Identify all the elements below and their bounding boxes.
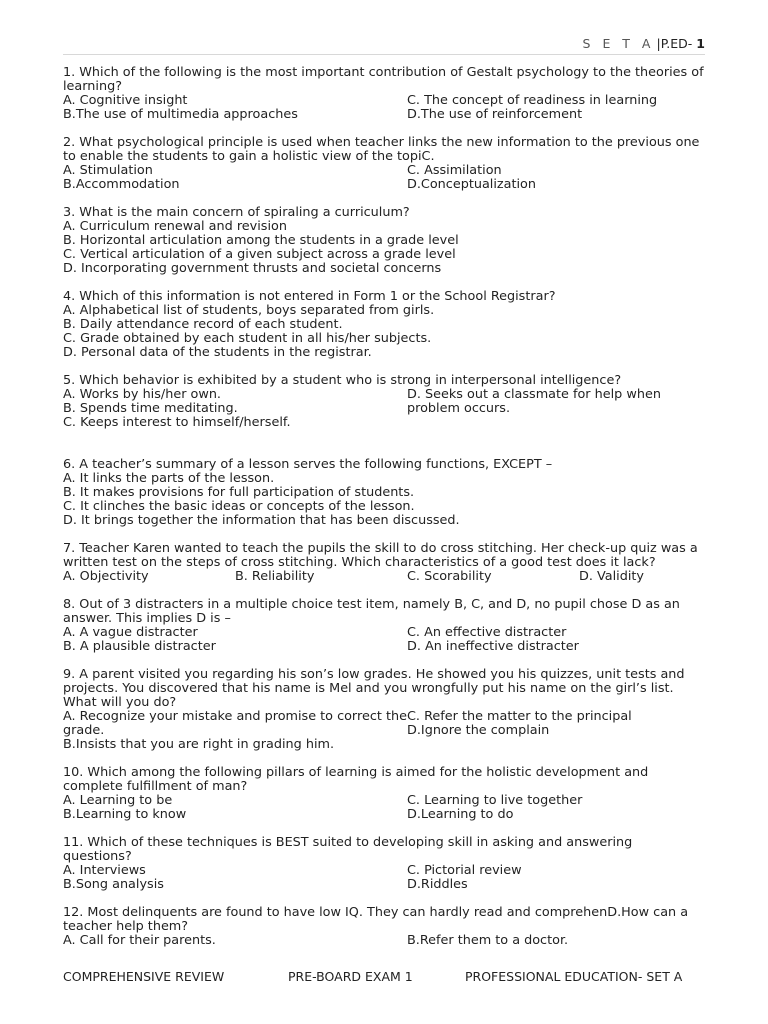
question-stem: 6. A teacher’s summary of a lesson serves the following functions, EXCEPT – bbox=[63, 457, 553, 472]
option-b: B.The use of multimedia approaches bbox=[63, 107, 298, 122]
question-stem: 12. Most delinquents are found to have low IQ. They can hardly read and comprehenD.How can a teacher help them? bbox=[63, 905, 689, 934]
option-d: D. It brings together the information that has been discussed. bbox=[63, 513, 460, 528]
option-b: B.Learning to know bbox=[63, 807, 187, 822]
question-9 bbox=[63, 668, 705, 752]
page-header bbox=[63, 36, 705, 55]
question-3 bbox=[63, 206, 705, 276]
question-10 bbox=[63, 766, 705, 822]
question-stem: 9. A parent visited you regarding his son’s low grades. He showed you his quizzes, unit tests and projects. You discovered that his name is Mel and you wrongfully put his name on the girl’s list. bbox=[63, 667, 685, 696]
option-b: B.Accommodation bbox=[63, 177, 180, 192]
question-prompt: What will you do? bbox=[63, 695, 177, 710]
footer-left: COMPREHENSIVE REVIEW bbox=[63, 969, 225, 984]
question-stem: 4. Which of this information is not entered in Form 1 or the School Registrar? bbox=[63, 289, 556, 304]
option-b: B. Horizontal articulation among the students in a grade level bbox=[63, 233, 459, 248]
question-stem: 7. Teacher Karen wanted to teach the pupils the skill to do cross stitching. Her check-up quiz was a written test on the steps of cross stitching. Which characteristics of a good test does it lack? bbox=[63, 541, 698, 570]
option-a: A. A vague distracter bbox=[63, 625, 198, 640]
option-d: D.Conceptualization bbox=[407, 177, 536, 192]
question-stem: 3. What is the main concern of spiraling a curriculum? bbox=[63, 205, 410, 220]
option-c: C. The concept of readiness in learning bbox=[407, 93, 658, 108]
option-c: C. It clinches the basic ideas or concepts of the lesson. bbox=[63, 499, 415, 514]
question-2 bbox=[63, 136, 705, 192]
question-stem: 11. Which of these techniques is BEST suited to developing skill in asking and answering questions? bbox=[63, 835, 633, 864]
option-d: D.The use of reinforcement bbox=[407, 107, 583, 122]
option-a: A. Cognitive insight bbox=[63, 93, 188, 108]
option-b: B.Song analysis bbox=[63, 877, 164, 892]
option-c: C. Grade obtained by each student in all his/her subjects. bbox=[63, 331, 432, 346]
option-b: B.Refer them to a doctor. bbox=[407, 933, 569, 948]
option-c: C. Keeps interest to himself/herself. bbox=[63, 415, 291, 430]
option-d: D. An ineffective distracter bbox=[407, 639, 579, 654]
option-b: B. Spends time meditating. bbox=[63, 401, 238, 416]
option-b: B. Reliability bbox=[235, 569, 315, 584]
question-12 bbox=[63, 906, 705, 948]
question-4 bbox=[63, 290, 705, 360]
question-11 bbox=[63, 836, 705, 892]
option-a: A. Works by his/her own. bbox=[63, 387, 221, 402]
subject-label: P.ED- bbox=[660, 36, 693, 51]
page-footer bbox=[63, 969, 705, 985]
option-b: B. Daily attendance record of each student. bbox=[63, 317, 343, 332]
option-a: A. Recognize your mistake and promise to correct the grade. bbox=[63, 709, 407, 738]
question-stem: 8. Out of 3 distracters in a multiple choice test item, namely B, C, and D, no pupil chose D as an answer. This implies D is – bbox=[63, 597, 680, 626]
option-c: C. Refer the matter to the principal bbox=[407, 709, 632, 724]
set-label: S E T A bbox=[582, 36, 655, 51]
option-d: D.Ignore the complain bbox=[407, 723, 550, 738]
option-d: D. Validity bbox=[579, 569, 644, 584]
option-c: C. Assimilation bbox=[407, 163, 502, 178]
question-stem: 1. Which of the following is the most important contribution of Gestalt psychology to the theories of learning? bbox=[63, 65, 704, 94]
option-b: B.Insists that you are right in grading him. bbox=[63, 737, 335, 752]
question-5 bbox=[63, 374, 705, 444]
option-a: A. Curriculum renewal and revision bbox=[63, 219, 287, 234]
option-a: A. Objectivity bbox=[63, 569, 149, 584]
option-c: C. An effective distracter bbox=[407, 625, 567, 640]
footer-right: PROFESSIONAL EDUCATION- SET A bbox=[465, 969, 683, 984]
option-a: A. Interviews bbox=[63, 863, 146, 878]
option-a: A. Learning to be bbox=[63, 793, 173, 808]
option-c: C. Learning to live together bbox=[407, 793, 583, 808]
question-1 bbox=[63, 66, 705, 122]
option-d: D. Personal data of the students in the registrar. bbox=[63, 345, 372, 360]
option-a: A. Call for their parents. bbox=[63, 933, 216, 948]
header-separator: | bbox=[656, 36, 661, 51]
question-stem: 10. Which among the following pillars of learning is aimed for the holistic development and complete fulfillment of man? bbox=[63, 765, 649, 794]
page-number: 1 bbox=[696, 36, 705, 51]
question-stem: 2. What psychological principle is used when teacher links the new information to the previous one to enable the students to gain a holistic view of the topiC. bbox=[63, 135, 700, 164]
option-d: D.Learning to do bbox=[407, 807, 514, 822]
option-a: A. It links the parts of the lesson. bbox=[63, 471, 275, 486]
option-b: B. A plausible distracter bbox=[63, 639, 216, 654]
option-a: A. Stimulation bbox=[63, 163, 153, 178]
question-stem: 5. Which behavior is exhibited by a student who is strong in interpersonal intelligence? bbox=[63, 373, 622, 388]
question-6 bbox=[63, 458, 705, 528]
option-a: A. Alphabetical list of students, boys separated from girls. bbox=[63, 303, 435, 318]
footer-center: PRE-BOARD EXAM 1 bbox=[288, 969, 413, 984]
option-d: D. Incorporating government thrusts and societal concerns bbox=[63, 261, 442, 276]
option-c: C. Scorability bbox=[407, 569, 492, 584]
option-d: D. Seeks out a classmate for help when problem occurs. bbox=[407, 387, 661, 416]
question-8 bbox=[63, 598, 705, 654]
option-c: C. Pictorial review bbox=[407, 863, 522, 878]
option-c: C. Vertical articulation of a given subject across a grade level bbox=[63, 247, 456, 262]
option-d: D.Riddles bbox=[407, 877, 468, 892]
option-b: B. It makes provisions for full participation of students. bbox=[63, 485, 415, 500]
exam-content bbox=[63, 66, 705, 962]
question-7 bbox=[63, 542, 705, 584]
